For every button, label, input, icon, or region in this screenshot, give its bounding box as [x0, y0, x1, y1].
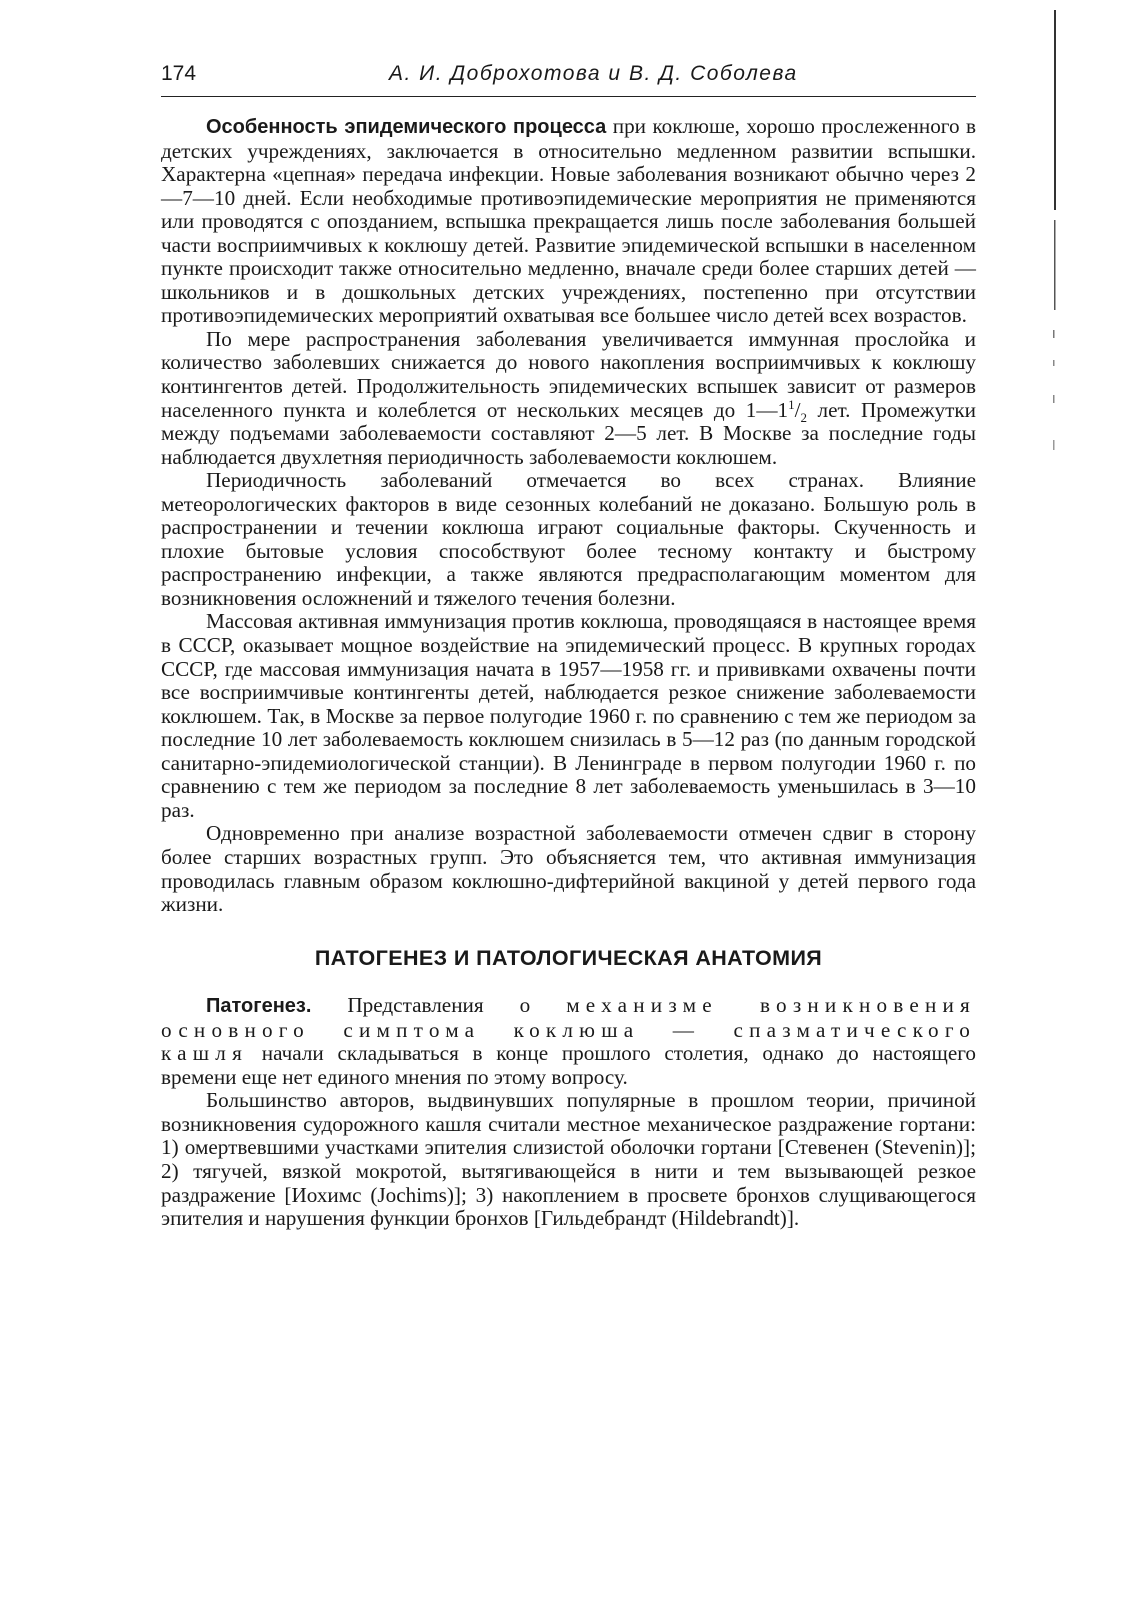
running-title: А. И. Доброхотова и В. Д. Соболева: [389, 62, 798, 85]
paragraph: Массовая активная иммунизация против коклюша, проводящаяся в настоящее время в СССР, оказывает мощное воздействие на эпидемический процесс. В крупных городах СССР, где массовая иммунизация начата в 1957—1958 гг. и прививками охвачены почти все восприимчивые контингенты детей, наблюдается резкое снижение заболеваемости коклюшем. Так, в Москве за первое полугодие 1960 г. по сравнению с тем же периодом за последние 10 лет заболеваемость коклюшем снизилась в 5—12 раз (по данным городской санитарно-эпидемиологической станции). В Ленинграде в первом полугодии 1960 г. по сравнению с тем же периодом за последние 8 лет заболеваемость уменьшилась в 3—10 раз.: [161, 609, 976, 822]
paragraph-text: начали складываться в конце прошлого столетия, однако до настоящего времени еще нет единого мнения по этому вопросу.: [161, 1041, 976, 1089]
paragraph-text: лет. Промежутки между подъемами заболеваемости составляют 2—5 лет. В Москве за последние годы наблюдается двухлетняя периодичность заболеваемости коклюшем.: [161, 397, 976, 469]
section-heading: ПАТОГЕНЕЗ И ПАТОЛОГИЧЕСКАЯ АНАТОМИЯ: [314, 945, 823, 970]
fraction-numerator: 1: [788, 396, 795, 412]
paragraph-text: Представления о: [311, 993, 567, 1018]
scan-edge-marks: [1048, 0, 1058, 470]
page-header: [161, 62, 976, 97]
paragraph: Большинство авторов, выдвинувших популярные в прошлом теории, причиной возникновения судорожного кашля считали местное механическое раздражение гортани: 1) омертвевшими участками эпителия слизистой оболочки гортани [Стевенен (Stevenin)]; 2) тягучей, вязкой мокротой, вытягивающейся в нити и тем вызывающей резкое раздражение [Иохимс (Jochims)]; 3) накоплением в просвете бронхов слущивающегося эпителия и нарушения функции бронхов [Гильдебрандт (Hildebrandt)].: [161, 1088, 976, 1231]
page-number: 174: [161, 62, 197, 85]
paragraph-lead: Особенность эпидемического процесса: [206, 116, 607, 138]
paragraph-text: при коклюше, хорошо прослеженного в детских учреждениях, заключается в относительно медленном развитии вспышки. Характерна «цепная» передача инфекции. Новые заболевания возникают обычно через 2—7—10 дней. Если необходимые противоэпидемические мероприятия не применяются или проводятся с опозданием, вспышка прекращается лишь после заболевания большей части восприимчивых к коклюшу детей. Развитие эпидемической вспышки в населенном пункте происходит также относительно медленно, вначале среди более старших детей — школьников и в дошкольных детских учреждениях, постепенно при отсутствии противоэпидемических мероприятий охватывая все большее число детей всех возрастов.: [161, 114, 977, 328]
paragraph: [161, 328, 976, 469]
fraction-slash: /: [794, 397, 801, 422]
paragraph: Одновременно при анализе возрастной заболеваемости отмечен сдвиг в сторону более старших возрастных групп. Это объясняется тем, что активная иммунизация проводилась главным образом коклюшно-дифтерийной вакциной у детей первого года жизни.: [161, 821, 976, 917]
paragraph: [161, 994, 976, 1089]
paragraph: [161, 115, 976, 328]
document-page: [161, 62, 976, 1231]
paragraph: Периодичность заболеваний отмечается во всех странах. Влияние метеорологических факторов в виде сезонных колебаний не доказано. Большую роль в распространении и течении коклюша играют социальные факторы. Скученность и плохие бытовые условия способствуют более тесному контакту и быстрому распространению инфекции, а также являются предрасполагающим моментом для возникновения осложнений и тяжелого течения болезни.: [161, 468, 976, 610]
body-text: [161, 115, 976, 1231]
paragraph-text: По мере распространения заболевания увеличивается иммунная прослойка и количество заболевших снижается до нового накопления восприимчивых к коклюшу контингентов детей. Продолжительность эпидемических вспышек зависит от размеров населенного пункта и колеблется от нескольких месяцев до 1—1: [161, 326, 976, 422]
paragraph-lead: Патогенез.: [206, 995, 312, 1018]
fraction-denominator: 2: [800, 409, 807, 425]
emphasized-text: механизме возникновения основного симптома коклюша — спазматического кашля: [161, 993, 977, 1066]
